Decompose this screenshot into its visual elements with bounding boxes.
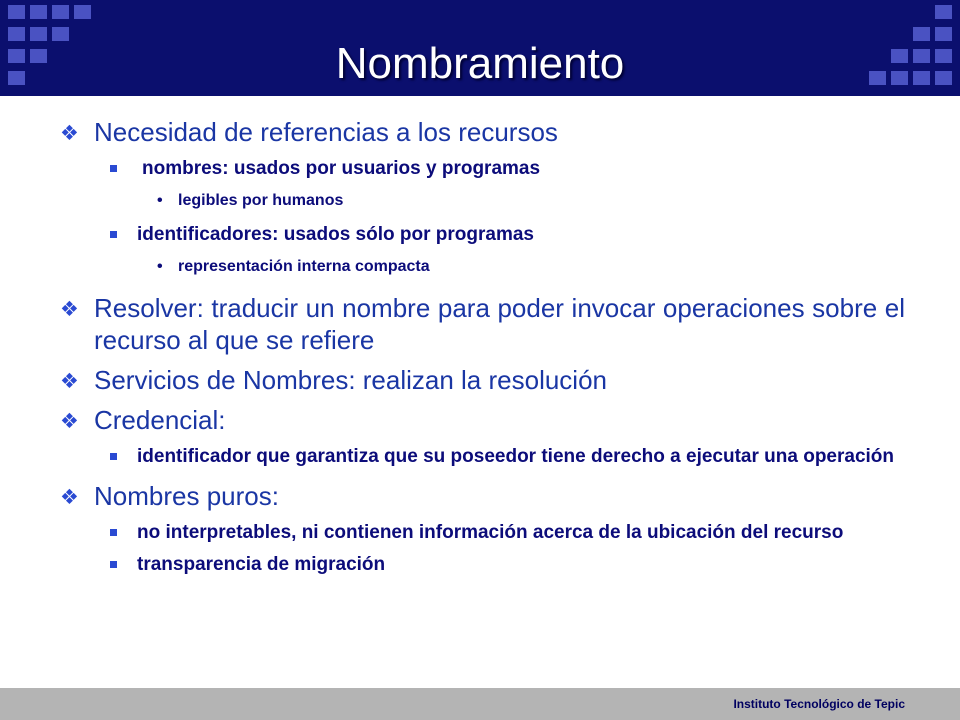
decor-square (74, 5, 91, 19)
slide-content (60, 112, 905, 578)
square-bullet-icon (110, 165, 117, 172)
diamond-bullet-icon: ❖ (60, 370, 79, 393)
bullet-item (60, 480, 905, 512)
diamond-bullet-icon: ❖ (60, 122, 79, 145)
sub-bullet-item (108, 156, 905, 182)
sub-bullet-text: identificador que garantiza que su poseedor tiene derecho a ejecutar una operación (137, 446, 895, 467)
square-bullet-icon (110, 231, 117, 238)
sub-sub-bullet-item (155, 190, 905, 212)
diamond-bullet-icon: ❖ (60, 410, 79, 433)
bullet-item (60, 404, 905, 436)
square-bullet-icon (110, 453, 117, 460)
sub-bullet-text: identificadores: usados sólo por programas (137, 224, 534, 245)
square-bullet-icon (110, 561, 117, 568)
bullet-text: Necesidad de referencias a los recursos (94, 117, 558, 147)
square-bullet-icon (110, 529, 117, 536)
decor-square (30, 5, 47, 19)
sub-sub-bullet-text: legibles por humanos (178, 192, 344, 209)
bullet-text: Credencial: (94, 405, 226, 435)
sub-bullet-item (108, 552, 905, 578)
sub-sub-bullet-item (155, 256, 905, 278)
dot-bullet-icon: • (157, 258, 163, 275)
footer-institution: Instituto Tecnológico de Tepic (733, 697, 905, 711)
bullet-text: Resolver: traducir un nombre para poder invocar operaciones sobre el recurso al que se refiere (94, 293, 905, 355)
sub-bullet-text: no interpretables, ni contienen información acerca de la ubicación del recurso (137, 522, 844, 543)
decor-square (935, 5, 952, 19)
bullet-text: Servicios de Nombres: realizan la resolución (94, 365, 608, 395)
bullet-item (60, 364, 905, 396)
decor-square (52, 5, 69, 19)
sub-sub-bullet-text: representación interna compacta (178, 258, 430, 275)
bullet-text: Nombres puros: (94, 481, 279, 511)
sub-bullet-item (108, 520, 905, 546)
bullet-item (60, 116, 905, 148)
bullet-item (60, 292, 905, 356)
sub-bullet-text: transparencia de migración (137, 554, 386, 575)
sub-bullet-item (108, 444, 905, 470)
decor-square (8, 5, 25, 19)
diamond-bullet-icon: ❖ (60, 486, 79, 509)
dot-bullet-icon: • (157, 192, 163, 209)
sub-bullet-item (108, 222, 905, 248)
slide-title: Nombramiento (335, 39, 625, 88)
sub-bullet-text: nombres: usados por usuarios y programas (142, 158, 541, 179)
footer-bar (0, 688, 960, 720)
diamond-bullet-icon: ❖ (60, 298, 79, 321)
